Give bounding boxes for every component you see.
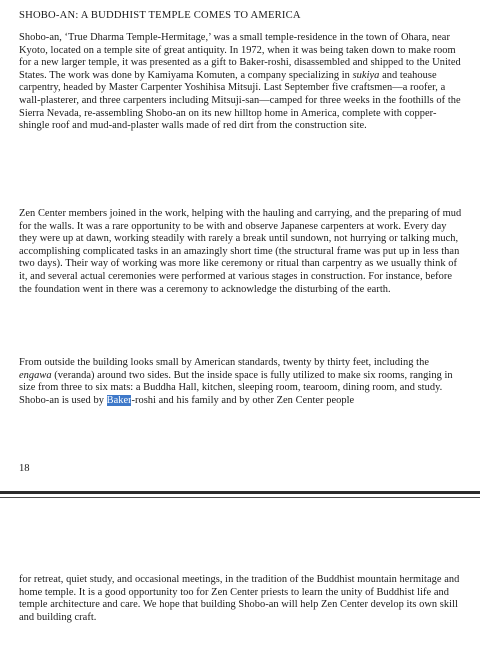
paragraph-1-emphasis: sukiya	[352, 69, 380, 81]
paragraph-2: Zen Center members joined in the work, helping with the hauling and carrying, and the preparing of mud for the walls. It was a rare opportunity to be with and observe Japanese carpenters at work. Every day they were up at dawn, working steadily with rarely a break until sundown, not hurrying or talking much, accomplishing complicated tasks in an amazingly short time (the structural frame was put up in less than two days). Their way of working was more like ceremony or ritual than carpentry as we usually think of it, and several actual ceremonies were performed at various stages in construction. For instance, before the foundation went in there was a ceremony to acknowledge the disturbing of the earth.	[19, 208, 462, 295]
paragraph-4: for retreat, quiet study, and occasional meetings, in the tradition of the Buddhist mountain hermitage and home temple. It is a good opportunity too for Zen Center priests to learn the unity of Buddhist life and temple architecture and care. We hope that building Shobo-an will help Zen Center develop its own skill and building craft.	[19, 574, 460, 623]
paragraph-3-text-a: From outside the building looks small by American standards, twenty by thirty feet, including the	[19, 357, 430, 368]
page-divider-thick	[0, 491, 480, 494]
paragraph-1	[19, 32, 463, 133]
article-title: SHOBO-AN: A BUDDHIST TEMPLE COMES TO AMERICA	[19, 10, 301, 21]
page-divider-thin	[0, 497, 480, 498]
paragraph-3-text-b: (veranda) around two sides. But the inside space is fully utilized to make six rooms, ranging in size from three to six mats: a Buddha Hall, kitchen, sleeping room, tearoom, dining room, and study. Shobo-an is used by	[19, 369, 453, 406]
paragraph-1-text: Shobo-an, ‘True Dharma Temple-Hermitage,’ was a small temple-residence in the town of Ohara, near Kyoto, located on a temple site of great antiquity. In 1972, when it was being taken down to make room for a new larger temple, it was presented as a gift to Baker-roshi, disassembled and shipped to the United States. The work was done by Kamiyama Komuten, a company specializing in	[19, 32, 461, 81]
paragraph-3-text-c: -roshi and his family and by other Zen Center people	[131, 394, 355, 406]
paragraph-3	[19, 357, 463, 407]
page-number: 18	[19, 463, 30, 474]
highlighted-selection[interactable]: Baker	[106, 394, 132, 406]
paragraph-1-text-continued: and teahouse carpentry, headed by Master Carpenter Yoshihisa Mitsuji. Last September five craftsmen—a roofer, a wall-plasterer, and three carpenters including Mitsuji-san—camped for three weeks in the foothills of the Sierra Nevada, re-assembling Shobo-an on its new hilltop home in America, complete with copper-shingle roof and mud-and-plaster walls made of red dirt from the construction site.	[19, 69, 461, 132]
paragraph-3-emphasis: engawa	[19, 369, 52, 381]
